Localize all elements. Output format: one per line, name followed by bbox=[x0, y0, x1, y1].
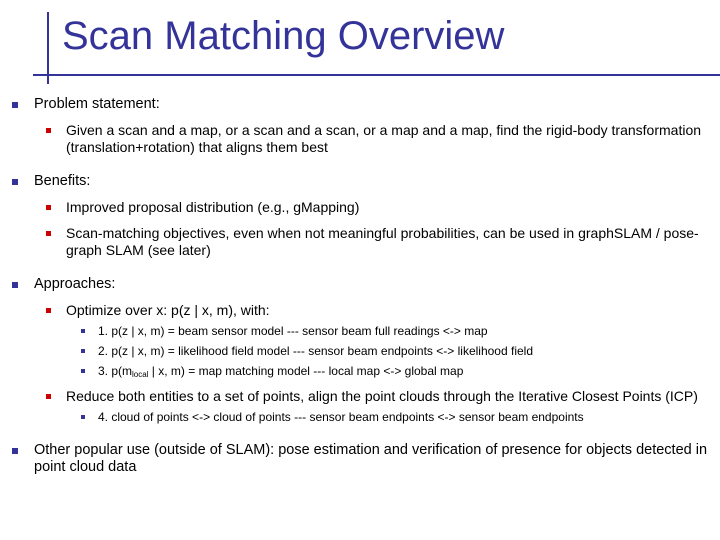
slide-title: Scan Matching Overview bbox=[62, 14, 505, 58]
bullet-text: Other popular use (outside of SLAM): pose estimation and verification of presence for objects detected in point cloud data bbox=[34, 442, 708, 475]
slide-content bbox=[0, 96, 720, 476]
bullet-text: Problem statement: bbox=[34, 96, 160, 112]
bullet-problem-statement bbox=[0, 96, 720, 113]
bullet-square-icon bbox=[81, 329, 85, 333]
bullet-square-icon bbox=[81, 415, 85, 419]
bullet-square-icon bbox=[46, 128, 51, 133]
bullet-square-icon bbox=[12, 448, 18, 454]
bullet-square-icon bbox=[12, 102, 18, 108]
bullet-other-uses bbox=[0, 442, 720, 476]
bullet-approaches bbox=[0, 276, 720, 293]
bullet-text-suffix: | x, m) = map matching model --- local map <-> global map bbox=[148, 364, 464, 378]
sub-bullet-reduce-icp bbox=[0, 388, 720, 405]
bullet-text: Given a scan and a map, or a scan and a scan, or a map and a map, find the rigid-body transformation (translation+rotation) that aligns them best bbox=[66, 122, 702, 155]
bullet-text-prefix: 3. p(m bbox=[98, 364, 133, 378]
subscript-local: local bbox=[132, 370, 149, 379]
bullet-square-icon bbox=[46, 308, 51, 313]
bullet-benefits bbox=[0, 173, 720, 190]
sub-sub-bullet-beam-model bbox=[0, 324, 720, 339]
sub-sub-bullet-likelihood-field bbox=[0, 344, 720, 359]
sub-bullet-proposal-distribution bbox=[0, 199, 720, 216]
bullet-text: Improved proposal distribution (e.g., gMapping) bbox=[66, 199, 360, 215]
bullet-text: Scan-matching objectives, even when not meaningful probabilities, can be used in graphSLAM / pose-graph SLAM (see later) bbox=[66, 225, 699, 258]
bullet-text: 1. p(z | x, m) = beam sensor model --- sensor beam full readings <-> map bbox=[98, 324, 488, 338]
bullet-square-icon bbox=[81, 349, 85, 353]
sub-bullet-scan-matching-objectives bbox=[0, 225, 720, 259]
sub-bullet-problem-description bbox=[0, 122, 720, 156]
title-accent-horizontal-line bbox=[33, 74, 720, 76]
bullet-square-icon bbox=[46, 205, 51, 210]
bullet-text: Approaches: bbox=[34, 276, 116, 292]
sub-sub-bullet-point-clouds bbox=[0, 410, 720, 425]
bullet-square-icon bbox=[81, 369, 85, 373]
bullet-text: 2. p(z | x, m) = likelihood field model --- sensor beam endpoints <-> likelihood field bbox=[98, 344, 533, 358]
bullet-square-icon bbox=[46, 394, 51, 399]
bullet-square-icon bbox=[46, 231, 51, 236]
bullet-square-icon bbox=[12, 282, 18, 288]
bullet-text: Reduce both entities to a set of points, align the point clouds through the Iterative Closest Points (ICP) bbox=[66, 388, 698, 404]
bullet-text: 4. cloud of points <-> cloud of points --- sensor beam endpoints <-> sensor beam endpoints bbox=[98, 410, 584, 424]
bullet-text: Benefits: bbox=[34, 173, 91, 189]
sub-sub-bullet-map-matching bbox=[0, 364, 720, 379]
sub-bullet-optimize bbox=[0, 302, 720, 319]
bullet-square-icon bbox=[12, 179, 18, 185]
bullet-text: Optimize over x: p(z | x, m), with: bbox=[66, 302, 270, 318]
